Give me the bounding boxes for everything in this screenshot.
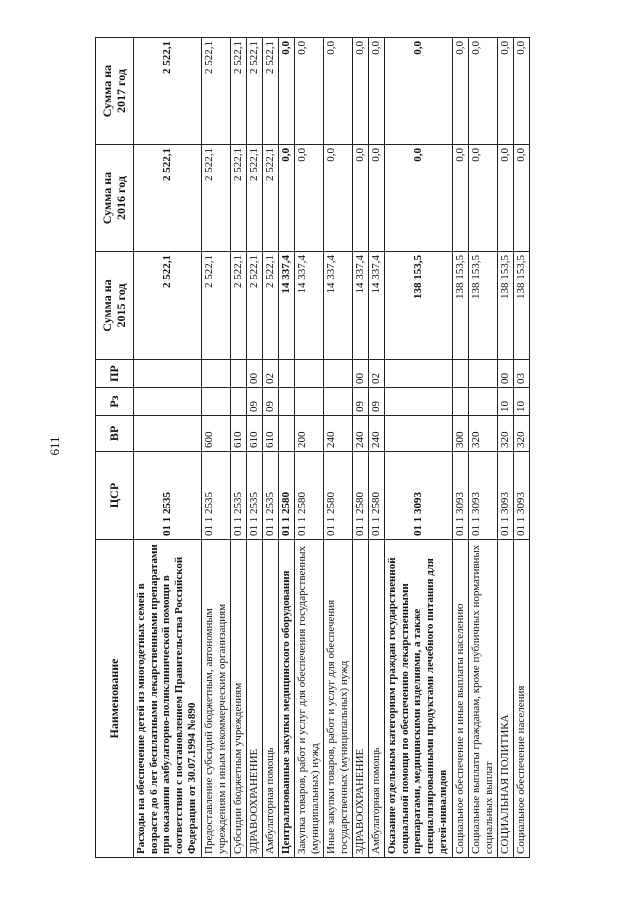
sum-2016-cell: 0,0 bbox=[368, 145, 384, 252]
header-cell: ПР bbox=[96, 360, 134, 388]
table-row bbox=[497, 38, 513, 858]
header-cell: Наименование bbox=[96, 540, 134, 858]
sum-2015-cell: 138 153,5 bbox=[497, 252, 513, 360]
pr-cell bbox=[323, 360, 352, 388]
csr-cell: 01 1 2580 bbox=[323, 452, 352, 540]
csr-cell: 01 1 3093 bbox=[452, 452, 468, 540]
csr-cell: 01 1 2535 bbox=[134, 452, 202, 540]
sum-2017-cell: 0,0 bbox=[278, 38, 294, 145]
vr-cell: 240 bbox=[368, 416, 384, 452]
vr-cell bbox=[134, 416, 202, 452]
vr-cell: 320 bbox=[497, 416, 513, 452]
sum-2015-cell: 138 153,5 bbox=[468, 252, 497, 360]
name-cell: ЗДРАВООХРАНЕНИЕ bbox=[246, 540, 262, 858]
vr-cell: 610 bbox=[262, 416, 278, 452]
sum-2016-cell: 0,0 bbox=[278, 145, 294, 252]
table-body bbox=[134, 38, 530, 858]
pr-cell bbox=[201, 360, 230, 388]
sum-2017-cell: 2 522,1 bbox=[230, 38, 246, 145]
table-row bbox=[452, 38, 468, 858]
budget-table bbox=[95, 37, 530, 858]
csr-cell: 01 1 2535 bbox=[246, 452, 262, 540]
sum-2015-cell: 138 153,5 bbox=[513, 252, 529, 360]
sum-2015-cell: 2 522,1 bbox=[201, 252, 230, 360]
pr-cell bbox=[468, 360, 497, 388]
sum-2017-cell: 0,0 bbox=[294, 38, 323, 145]
table-row bbox=[294, 38, 323, 858]
sum-2015-cell: 138 153,5 bbox=[385, 252, 453, 360]
pr-cell bbox=[294, 360, 323, 388]
sum-2015-cell: 14 337,4 bbox=[368, 252, 384, 360]
name-cell: Социальное обеспечение и иные выплаты населению bbox=[452, 540, 468, 858]
name-cell: Социальные выплаты гражданам, кроме публичных нормативных социальных выплат bbox=[468, 540, 497, 858]
table-row bbox=[262, 38, 278, 858]
csr-cell: 01 1 2580 bbox=[294, 452, 323, 540]
pr-cell: 00 bbox=[352, 360, 368, 388]
table-row bbox=[201, 38, 230, 858]
csr-cell: 01 1 3093 bbox=[385, 452, 453, 540]
sum-2016-cell: 0,0 bbox=[452, 145, 468, 252]
rz-cell: 09 bbox=[246, 388, 262, 416]
sum-2015-cell: 14 337,4 bbox=[278, 252, 294, 360]
rz-cell bbox=[294, 388, 323, 416]
pr-cell: 00 bbox=[497, 360, 513, 388]
sum-2016-cell: 2 522,1 bbox=[134, 145, 202, 252]
csr-cell: 01 1 2580 bbox=[352, 452, 368, 540]
rz-cell: 09 bbox=[352, 388, 368, 416]
vr-cell: 320 bbox=[513, 416, 529, 452]
sum-2017-cell: 0,0 bbox=[368, 38, 384, 145]
sum-2017-cell: 2 522,1 bbox=[246, 38, 262, 145]
header-cell: Сумма на 2015 год bbox=[96, 252, 134, 360]
name-cell: СОЦИАЛЬНАЯ ПОЛИТИКА bbox=[497, 540, 513, 858]
sum-2016-cell: 0,0 bbox=[294, 145, 323, 252]
sum-2016-cell: 0,0 bbox=[513, 145, 529, 252]
table-row bbox=[246, 38, 262, 858]
name-cell: Оказание отдельным категориям граждан государственной социальной помощи по обеспечению лекарственными препаратами, медицинскими изделиями, а также специализированными продуктами лечебного питания для детей-инвалидов bbox=[385, 540, 453, 858]
table-row bbox=[385, 38, 453, 858]
sum-2016-cell: 2 522,1 bbox=[262, 145, 278, 252]
header-cell: Сумма на 2016 год bbox=[96, 145, 134, 252]
csr-cell: 01 1 2580 bbox=[278, 452, 294, 540]
rotated-table-wrapper bbox=[95, 38, 530, 858]
csr-cell: 01 1 3093 bbox=[497, 452, 513, 540]
table-row bbox=[230, 38, 246, 858]
csr-cell: 01 1 3093 bbox=[468, 452, 497, 540]
table-row bbox=[134, 38, 202, 858]
rz-cell: 10 bbox=[497, 388, 513, 416]
vr-cell: 320 bbox=[468, 416, 497, 452]
vr-cell: 240 bbox=[352, 416, 368, 452]
sum-2015-cell: 14 337,4 bbox=[294, 252, 323, 360]
sum-2017-cell: 0,0 bbox=[497, 38, 513, 145]
name-cell: Централизованные закупки медицинского оборудования bbox=[278, 540, 294, 858]
vr-cell: 610 bbox=[246, 416, 262, 452]
rz-cell bbox=[385, 388, 453, 416]
sum-2016-cell: 2 522,1 bbox=[201, 145, 230, 252]
page-number: 611 bbox=[47, 436, 62, 456]
vr-cell bbox=[385, 416, 453, 452]
pr-cell: 00 bbox=[246, 360, 262, 388]
sum-2017-cell: 0,0 bbox=[468, 38, 497, 145]
rz-cell bbox=[468, 388, 497, 416]
sum-2017-cell: 2 522,1 bbox=[201, 38, 230, 145]
pr-cell: 02 bbox=[368, 360, 384, 388]
rz-cell: 10 bbox=[513, 388, 529, 416]
name-cell: Амбулаторная помощь bbox=[262, 540, 278, 858]
rz-cell bbox=[323, 388, 352, 416]
header-cell: ВР bbox=[96, 416, 134, 452]
vr-cell: 300 bbox=[452, 416, 468, 452]
sum-2017-cell: 2 522,1 bbox=[134, 38, 202, 145]
rz-cell bbox=[201, 388, 230, 416]
table-row bbox=[368, 38, 384, 858]
vr-cell: 610 bbox=[230, 416, 246, 452]
sum-2015-cell: 2 522,1 bbox=[262, 252, 278, 360]
sum-2015-cell: 2 522,1 bbox=[246, 252, 262, 360]
sum-2017-cell: 0,0 bbox=[352, 38, 368, 145]
vr-cell: 200 bbox=[294, 416, 323, 452]
header-cell: Рз bbox=[96, 388, 134, 416]
sum-2016-cell: 0,0 bbox=[323, 145, 352, 252]
vr-cell bbox=[278, 416, 294, 452]
sum-2015-cell: 14 337,4 bbox=[323, 252, 352, 360]
sum-2016-cell: 2 522,1 bbox=[246, 145, 262, 252]
sum-2015-cell: 138 153,5 bbox=[452, 252, 468, 360]
name-cell: ЗДРАВООХРАНЕНИЕ bbox=[352, 540, 368, 858]
pr-cell bbox=[134, 360, 202, 388]
name-cell: Предоставление субсидий бюджетным, автономным учреждениям и иным некоммерческим организациям bbox=[201, 540, 230, 858]
sum-2016-cell: 2 522,1 bbox=[230, 145, 246, 252]
table-row bbox=[352, 38, 368, 858]
sum-2016-cell: 0,0 bbox=[497, 145, 513, 252]
name-cell: Субсидии бюджетным учреждениям bbox=[230, 540, 246, 858]
csr-cell: 01 1 2535 bbox=[230, 452, 246, 540]
rz-cell bbox=[452, 388, 468, 416]
pr-cell bbox=[385, 360, 453, 388]
name-cell: Расходы на обеспечение детей из многодетных семей в возрасте до 6 лет бесплатными лекарственными препаратами при оказании амбулаторно-поликлинической помощи в соответствии с постановлением Правительства Российской Федерации от 30.07.1994 №890 bbox=[134, 540, 202, 858]
header-cell: Сумма на 2017 год bbox=[96, 38, 134, 145]
pr-cell bbox=[278, 360, 294, 388]
sum-2016-cell: 0,0 bbox=[385, 145, 453, 252]
table-row bbox=[278, 38, 294, 858]
sum-2015-cell: 2 522,1 bbox=[134, 252, 202, 360]
pr-cell: 02 bbox=[262, 360, 278, 388]
sum-2017-cell: 2 522,1 bbox=[262, 38, 278, 145]
name-cell: Социальное обеспечение населения bbox=[513, 540, 529, 858]
csr-cell: 01 1 2535 bbox=[262, 452, 278, 540]
table-row bbox=[513, 38, 529, 858]
pr-cell bbox=[230, 360, 246, 388]
pr-cell bbox=[452, 360, 468, 388]
sum-2015-cell: 2 522,1 bbox=[230, 252, 246, 360]
pr-cell: 03 bbox=[513, 360, 529, 388]
header-cell: ЦСР bbox=[96, 452, 134, 540]
name-cell: Закупка товаров, работ и услуг для обеспечения государственных (муниципальных) нужд bbox=[294, 540, 323, 858]
rz-cell bbox=[230, 388, 246, 416]
sum-2017-cell: 0,0 bbox=[323, 38, 352, 145]
rz-cell bbox=[134, 388, 202, 416]
csr-cell: 01 1 2535 bbox=[201, 452, 230, 540]
table-row bbox=[323, 38, 352, 858]
sum-2017-cell: 0,0 bbox=[452, 38, 468, 145]
sum-2015-cell: 14 337,4 bbox=[352, 252, 368, 360]
rz-cell: 09 bbox=[368, 388, 384, 416]
rz-cell bbox=[278, 388, 294, 416]
csr-cell: 01 1 3093 bbox=[513, 452, 529, 540]
sum-2016-cell: 0,0 bbox=[352, 145, 368, 252]
table-row bbox=[468, 38, 497, 858]
name-cell: Иные закупки товаров, работ и услуг для обеспечения государственных (муниципальных) нужд bbox=[323, 540, 352, 858]
vr-cell: 240 bbox=[323, 416, 352, 452]
sum-2017-cell: 0,0 bbox=[513, 38, 529, 145]
name-cell: Амбулаторная помощь bbox=[368, 540, 384, 858]
rz-cell: 09 bbox=[262, 388, 278, 416]
header-row bbox=[96, 38, 134, 858]
sum-2016-cell: 0,0 bbox=[468, 145, 497, 252]
csr-cell: 01 1 2580 bbox=[368, 452, 384, 540]
sum-2017-cell: 0,0 bbox=[385, 38, 453, 145]
vr-cell: 600 bbox=[201, 416, 230, 452]
